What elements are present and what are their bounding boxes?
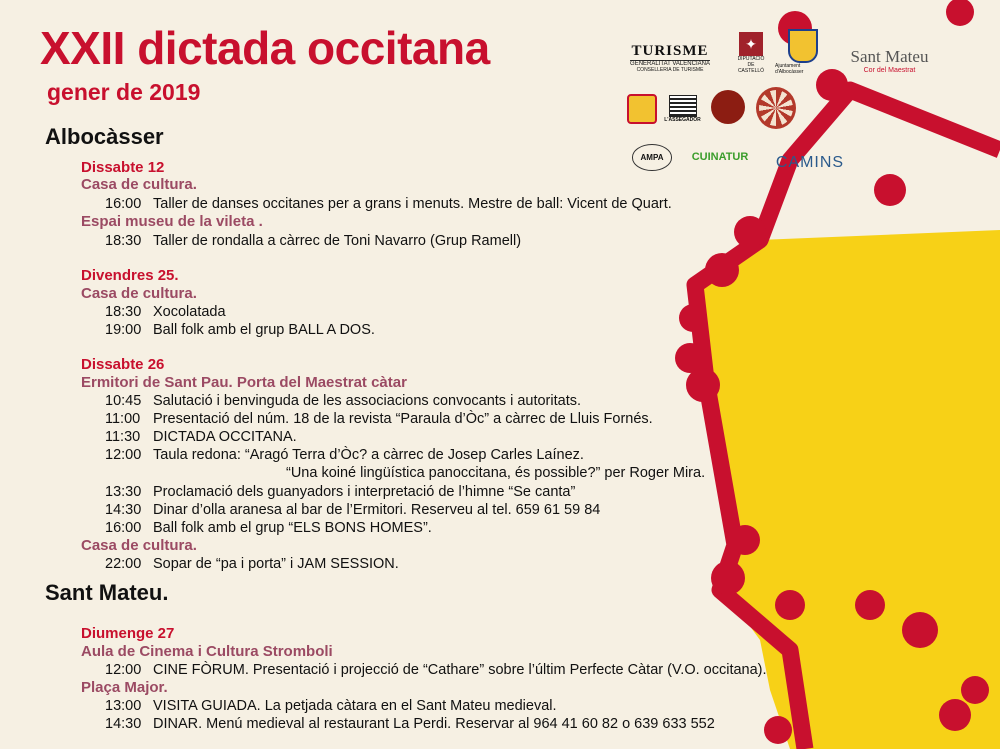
assegador-logo: L'ASSEGADOR	[660, 88, 705, 130]
event-row	[105, 233, 521, 249]
venue-label: Casa de cultura.	[81, 285, 197, 302]
event-row	[105, 447, 584, 463]
sant-mateu-logo: Sant Mateu Cor del Maestrat	[850, 46, 929, 74]
event-text: DICTADA OCCITANA.	[153, 429, 297, 445]
event-time: 16:00	[105, 196, 142, 212]
day-heading: Divendres 25.	[81, 267, 179, 284]
event-time: 18:30	[105, 304, 142, 320]
event-time: 16:00	[105, 520, 142, 536]
event-time: 12:00	[105, 662, 142, 678]
shield-icon	[788, 29, 818, 63]
event-row	[105, 196, 672, 212]
event-row	[105, 502, 600, 518]
turisme-logo: TURISME GENERALITAT VALENCIANA CONSELLERIA DE TURISME	[630, 43, 710, 73]
ampa-logo: AMPA	[628, 138, 676, 176]
event-row	[105, 484, 575, 500]
event-text: Presentació del núm. 18 de la revista “Paraula d’Òc” a càrrec de Lluis Fornés.	[153, 411, 653, 427]
town-albocasser: Albocàsser	[45, 124, 164, 149]
event-time: 11:00	[105, 411, 141, 427]
pattern-seal-logo	[756, 88, 796, 128]
red-seal-logo	[710, 88, 746, 126]
venue-label: Espai museu de la vileta .	[81, 213, 263, 230]
event-row	[105, 662, 767, 678]
event-row	[105, 304, 226, 320]
event-text: CINE FÒRUM. Presentació i projecció de “Cathare” sobre l’últim Perfecte Càtar (V.O. occitana).	[153, 662, 767, 678]
event-text: Ball folk amb el grup “ELS BONS HOMES”.	[153, 520, 432, 536]
event-row	[105, 393, 581, 409]
event-continuation: “Una koiné lingüística panoccitana, és possible?” per Roger Mira.	[286, 465, 706, 481]
venue-label: Ermitori de Sant Pau. Porta del Maestrat càtar	[81, 374, 407, 391]
occitan-association-logo	[622, 88, 662, 130]
event-text: Ball folk amb el grup BALL A DOS.	[153, 322, 375, 338]
event-text: Salutació i benvinguda de les associacions convocants i autoritats.	[153, 393, 582, 409]
event-time: 14:30	[105, 716, 142, 732]
event-time: 12:00	[105, 447, 142, 463]
event-time: 13:30	[105, 484, 142, 500]
event-text: Taller de rondalla a càrrec de Toni Navarro (Grup Ramell)	[153, 233, 522, 249]
day-heading: Dissabte 12	[81, 159, 165, 176]
town-sant-mateu: Sant Mateu.	[45, 580, 169, 605]
event-row	[105, 411, 653, 427]
event-time: 10:45	[105, 393, 142, 409]
event-time: 14:30	[105, 502, 142, 518]
event-time: 19:00	[105, 322, 142, 338]
event-text: Taula redona: “Aragó Terra d’Òc? a càrrec de Josep Carles Laínez.	[153, 447, 584, 463]
day-heading: Diumenge 27	[81, 625, 175, 642]
event-row	[105, 520, 432, 536]
event-time: 13:00	[105, 698, 142, 714]
diputacio-logo: ✦ DIPUTACIÓ DE CASTELLÓ	[735, 28, 767, 78]
day-heading: Dissabte 26	[81, 356, 165, 373]
event-text: Taller de danses occitanes per a grans i menuts. Mestre de ball: Vicent de Quart.	[153, 196, 672, 212]
venue-label: Casa de cultura.	[81, 537, 197, 554]
diputacio-emblem-icon: ✦	[739, 32, 763, 56]
venue-label: Casa de cultura.	[81, 176, 197, 193]
event-row	[105, 556, 399, 572]
event-text: Dinar d’olla aranesa al bar de l’Ermitori. Reserveu al tel. 659 61 59 84	[153, 502, 601, 518]
event-time: 11:30	[105, 429, 141, 445]
page-subtitle: gener de 2019	[47, 79, 201, 105]
ajuntament-albocasser-logo: Ajuntament d'Albocàsser	[775, 26, 830, 78]
event-time: 22:00	[105, 556, 142, 572]
event-row	[105, 716, 715, 732]
event-row	[105, 429, 297, 445]
venue-label: Aula de Cinema i Cultura Stromboli	[81, 643, 333, 660]
event-time: 18:30	[105, 233, 142, 249]
camins-logo: CAMINS	[775, 154, 845, 171]
event-text: Proclamació dels guanyadors i interpretació de l’himne “Se canta”	[153, 484, 576, 500]
event-text: VISITA GUIADA. La petjada càtara en el Sant Mateu medieval.	[153, 698, 557, 714]
event-text: DINAR. Menú medieval al restaurant La Perdi. Reservar al 964 41 60 82 o 639 633 552	[153, 716, 715, 732]
event-row	[105, 698, 557, 714]
event-row	[105, 322, 375, 338]
page-title: XXII dictada occitana	[40, 22, 490, 74]
cuinatur-logo: CUINATUR	[691, 151, 749, 163]
event-text: Sopar de “pa i porta” i JAM SESSION.	[153, 556, 399, 572]
event-text: Xocolatada	[153, 304, 226, 320]
venue-label: Plaça Major.	[81, 679, 168, 696]
